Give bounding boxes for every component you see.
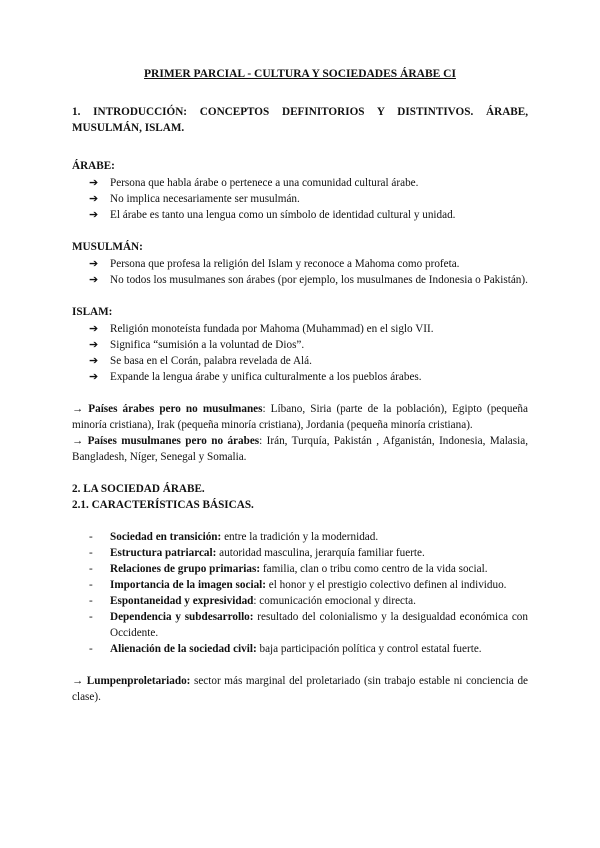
paises-arabes-text: : Líbano, Siria (parte de la población), Egipto (pequeña minoría cristiana), Irak (pequeña minoría cristiana), Jordania (pequeña minoría cristiana). <box>72 403 528 431</box>
list-item: ➔ Expande la lengua árabe y unifica culturalmente a los pueblos árabes. <box>89 371 422 383</box>
list-item: - Espontaneidad y expresividad: comunicación emocional y directa. <box>89 595 416 607</box>
arrow-bullet-icon: ➔ <box>89 193 99 205</box>
document-page <box>72 66 528 705</box>
list-item: ➔ Religión monoteísta fundada por Mahoma (Muhammad) en el siglo VII. <box>89 323 434 335</box>
arrow-bullet-icon: ➔ <box>89 339 99 351</box>
list-item: - Importancia de la imagen social: el honor y el prestigio colectivo definen al individuo. <box>89 579 507 591</box>
arrow-icon: → <box>72 675 84 687</box>
list-item: ➔ No implica necesariamente ser musulmán. <box>89 193 300 205</box>
document-title: PRIMER PARCIAL - CULTURA Y SOCIEDADES ÁRABE CI <box>144 68 456 80</box>
list-item: ➔ Persona que profesa la religión del Islam y reconoce a Mahoma como profeta. <box>89 258 460 270</box>
arabe-list <box>72 175 528 223</box>
paises-musulmanes-no-arabes <box>72 433 528 465</box>
dash-bullet: - <box>89 579 93 591</box>
paises-musulmanes-label: Países musulmanes pero no árabes <box>87 435 260 447</box>
arrow-bullet-icon: ➔ <box>89 274 99 286</box>
arrow-bullet-icon: ➔ <box>89 323 99 335</box>
lumpen-label: Lumpenproletariado: <box>86 675 191 687</box>
arrow-bullet-icon: ➔ <box>89 355 99 367</box>
dash-bullet: - <box>89 547 93 559</box>
arrow-bullet-icon: ➔ <box>89 371 99 383</box>
section-1-heading: 1. INTRODUCCIÓN: CONCEPTOS DEFINITORIOS Y DISTINTIVOS. ÁRABE, MUSULMÁN, ISLAM. <box>72 106 528 134</box>
lumpenproletariado-note <box>72 673 528 705</box>
list-item: - Relaciones de grupo primarias: familia, clan o tribu como centro de la vida social. <box>89 563 488 575</box>
list-item: - Alienación de la sociedad civil: baja participación política y control estatal fuerte. <box>89 643 482 655</box>
dash-bullet: - <box>89 611 93 623</box>
lumpen-text: sector más marginal del proletariado (sin trabajo estable ni conciencia de clase). <box>72 675 529 703</box>
list-item: ➔ Persona que habla árabe o pertenece a una comunidad cultural árabe. <box>89 177 419 189</box>
list-item: - Dependencia y subdesarrollo: resultado del colonialismo y la desigualdad económica con Occidente. <box>89 611 528 639</box>
musulman-list <box>72 256 528 288</box>
caracteristicas-list <box>72 529 528 657</box>
arrow-bullet-icon: ➔ <box>89 177 99 189</box>
paises-arabes-no-musulmanes <box>72 401 528 433</box>
arrow-bullet-icon: ➔ <box>89 258 99 270</box>
dash-bullet: - <box>89 643 93 655</box>
list-item: ➔ Significa “sumisión a la voluntad de Dios”. <box>89 339 305 351</box>
arabe-heading: ÁRABE: <box>72 160 115 172</box>
dash-bullet: - <box>89 531 93 543</box>
islam-heading: ISLAM: <box>72 306 113 318</box>
dash-bullet: - <box>89 595 93 607</box>
arrow-bullet-icon: ➔ <box>89 209 99 221</box>
list-item: ➔ No todos los musulmanes son árabes (por ejemplo, los musulmanes de Indonesia o Pakistán). <box>89 274 528 286</box>
paises-arabes-label: Países árabes pero no musulmanes <box>88 403 263 415</box>
section-2-heading: 2. LA SOCIEDAD ÁRABE. <box>72 483 205 495</box>
list-item: - Sociedad en transición: entre la tradición y la modernidad. <box>89 531 379 543</box>
list-item: ➔ El árabe es tanto una lengua como un símbolo de identidad cultural y unidad. <box>89 209 456 221</box>
islam-list <box>72 321 528 385</box>
list-item: ➔ Se basa en el Corán, palabra revelada de Alá. <box>89 355 312 367</box>
paises-musulmanes-text: : Irán, Turquía, Pakistán , Afganistán, Indonesia, Malasia, Bangladesh, Níger, Senegal y Somalia. <box>72 435 528 463</box>
section-2-1-heading: 2.1. CARACTERÍSTICAS BÁSICAS. <box>72 499 254 511</box>
arrow-icon: → <box>72 403 84 415</box>
list-item: - Estructura patriarcal: autoridad masculina, jerarquía familiar fuerte. <box>89 547 425 559</box>
musulman-heading: MUSULMÁN: <box>72 241 143 253</box>
arrow-icon: → <box>72 435 84 447</box>
dash-bullet: - <box>89 563 93 575</box>
